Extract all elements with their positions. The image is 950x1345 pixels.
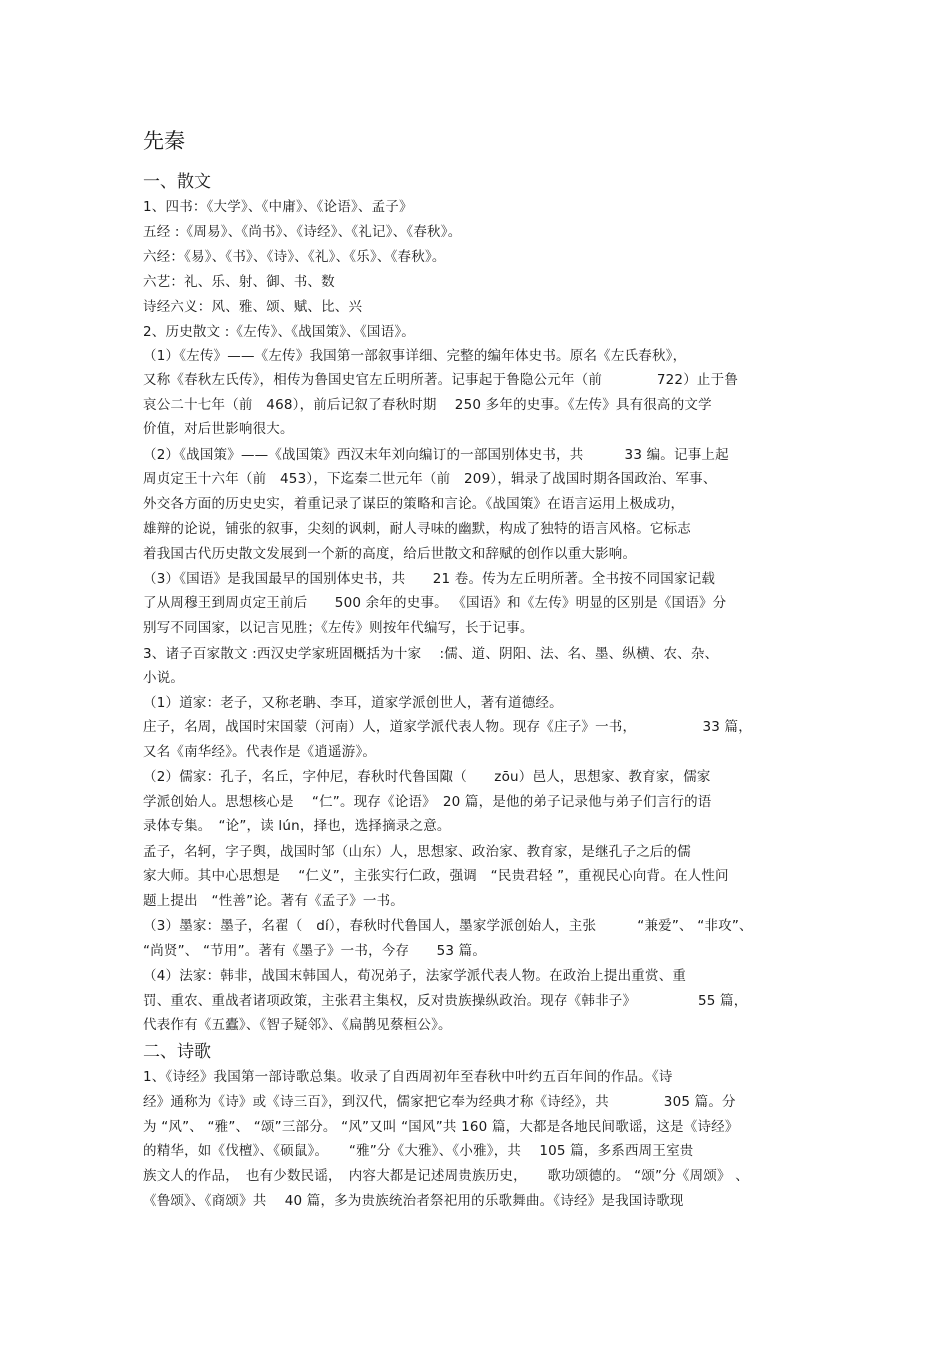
text-line: 3、诸子百家散文 :西汉史学家班固概括为十家 :儒、道、阴阳、法、名、墨、纵横、农、杂、 — [143, 646, 719, 662]
text-line: “尚贤”、 “节用”。著有《墨子》一书，今存 53 篇。 — [143, 943, 487, 959]
text-line: 罚、重农、重战者诸项政策，主张君主集权，反对贵族操纵政治。现存《韩非子》 55 篇， — [143, 993, 748, 1009]
text-line: 《鲁颂》、《商颂》共 40 篇，多为贵族统治者祭祀用的乐歌舞曲。《诗经》是我国诗歌现 — [143, 1193, 684, 1209]
text-line: 学派创始人。思想核心是 “仁”。现存《论语》 20 篇，是他的弟子记录他与弟子们言行的语 — [143, 794, 712, 810]
text-line: 录体专集。 “论”，读 lún，择也，选择摘录之意。 — [143, 818, 451, 834]
text-line: 价值，对后世影响很大。 — [143, 421, 294, 437]
text-line: （4）法家：韩非，战国末韩国人，荀况弟子，法家学派代表人物。在政治上提出重赏、重 — [143, 968, 687, 984]
text-line: （2）《战国策》——《战国策》西汉末年刘向编订的一部国别体史书，共 33 编。记事上起 — [143, 447, 729, 463]
text-line: 又名《南华经》。代表作是《逍遥游》。 — [143, 744, 377, 760]
text-line: 周贞定王十六年（前 453），下迄秦二世元年（前 209），辑录了战国时期各国政治、军事、 — [143, 471, 717, 487]
text-line: 哀公二十七年（前 468），前后记叙了春秋时期 250 多年的史事。《左传》具有很高的文学 — [143, 397, 712, 413]
text-line: 五经 :《周易》、《尚书》、《诗经》、《礼记》、《春秋》。 — [143, 224, 462, 240]
text-line: 诗经六义：风、雅、颂、赋、比、兴 — [143, 299, 363, 315]
text-line: 族文人的作品， 也有少数民谣， 内容大都是记述周贵族历史， 歌功颂德的。 “颂”分《周颂》 、 — [143, 1168, 749, 1184]
text-line: 题上提出 “性善”论。著有《孟子》一书。 — [143, 893, 404, 909]
text-line: 1、四书：《大学》、《中庸》、《论语》、孟子》 — [143, 199, 413, 215]
text-line: 六经：《易》、《书》、《诗》、《礼》、《乐》、《春秋》。 — [143, 249, 446, 265]
text-line: 了从周穆王到周贞定王前后 500 余年的史事。 《国语》和《左传》明显的区别是《国语》分 — [143, 595, 727, 611]
text-line: 为 “风”、 “雅”、 “颂”三部分。 “风”又叫 “国风”共 160 篇，大都是各地民间歌谣，这是《诗经》 — [143, 1119, 739, 1135]
text-line: 别写不同国家，以记言见胜；《左传》则按年代编写，长于记事。 — [143, 620, 534, 636]
text-line: 1、《诗经》我国第一部诗歌总集。收录了自西周初年至春秋中叶约五百年间的作品。《诗 — [143, 1069, 673, 1085]
text-line: 代表作有《五蠹》、《智子疑邻》、《扁鹊见蔡桓公》。 — [143, 1017, 452, 1033]
text-line: 孟子，名轲，字子舆，战国时邹（山东）人，思想家、政治家、教育家，是继孔子之后的儒 — [143, 844, 691, 860]
text-line: 小说。 — [143, 670, 185, 686]
text-line: 着我国古代历史散文发展到一个新的高度，给后世散文和辞赋的创作以重大影响。 — [143, 546, 637, 562]
text-line: 2、历史散文 :《左传》、《战国策》、《国语》。 — [143, 324, 415, 340]
text-line: 又称《春秋左氏传》，相传为鲁国史官左丘明所著。记事起于鲁隐公元年（前 722）止于鲁 — [143, 372, 739, 388]
text-line: （1）道家：老子，又称老聃、李耳，道家学派创世人，著有道德经。 — [143, 695, 563, 711]
text-line: 庄子，名周，战国时宋国蒙（河南）人，道家学派代表人物。现存《庄子》一书， 33 篇， — [143, 719, 752, 735]
section-heading-poetry: 二、诗歌 — [143, 1042, 211, 1062]
text-line: 的精华，如《伐檀》、《硕鼠》。 “雅”分《大雅》、《小雅》，共 105 篇，多系西周王室贵 — [143, 1143, 694, 1159]
text-line: （1）《左传》——《左传》我国第一部叙事详细、完整的编年体史书。原名《左氏春秋》， — [143, 348, 687, 364]
section-heading-prose: 一、散文 — [143, 172, 211, 192]
text-line: 六艺：礼、乐、射、御、书、数 — [143, 274, 335, 290]
text-line: （2）儒家：孔子，名丘，字仲尼，春秋时代鲁国陬（ zōu）邑人，思想家、教育家，儒家 — [143, 769, 711, 785]
text-line: （3）墨家：墨子，名翟（ dí），春秋时代鲁国人，墨家学派创始人，主张 “兼爱”、 “非攻”、 — [143, 918, 753, 934]
text-line: 经》通称为《诗》或《诗三百》，到汉代，儒家把它奉为经典才称《诗经》，共 305 篇。分 — [143, 1094, 736, 1110]
page-title: 先秦 — [143, 129, 185, 153]
text-line: 家大师。其中心思想是 “仁义”，主张实行仁政，强调 “民贵君轻 ”，重视民心向背。在人性问 — [143, 868, 729, 884]
text-line: 外交各方面的历史史实，着重记录了谋臣的策略和言论。《战国策》在语言运用上极成功， — [143, 496, 685, 512]
text-line: （3）《国语》是我国最早的国别体史书，共 21 卷。传为左丘明所著。全书按不同国家记载 — [143, 571, 716, 587]
text-line: 雄辩的论说，铺张的叙事，尖刻的讽刺，耐人寻味的幽默，构成了独特的语言风格。它标志 — [143, 521, 691, 537]
